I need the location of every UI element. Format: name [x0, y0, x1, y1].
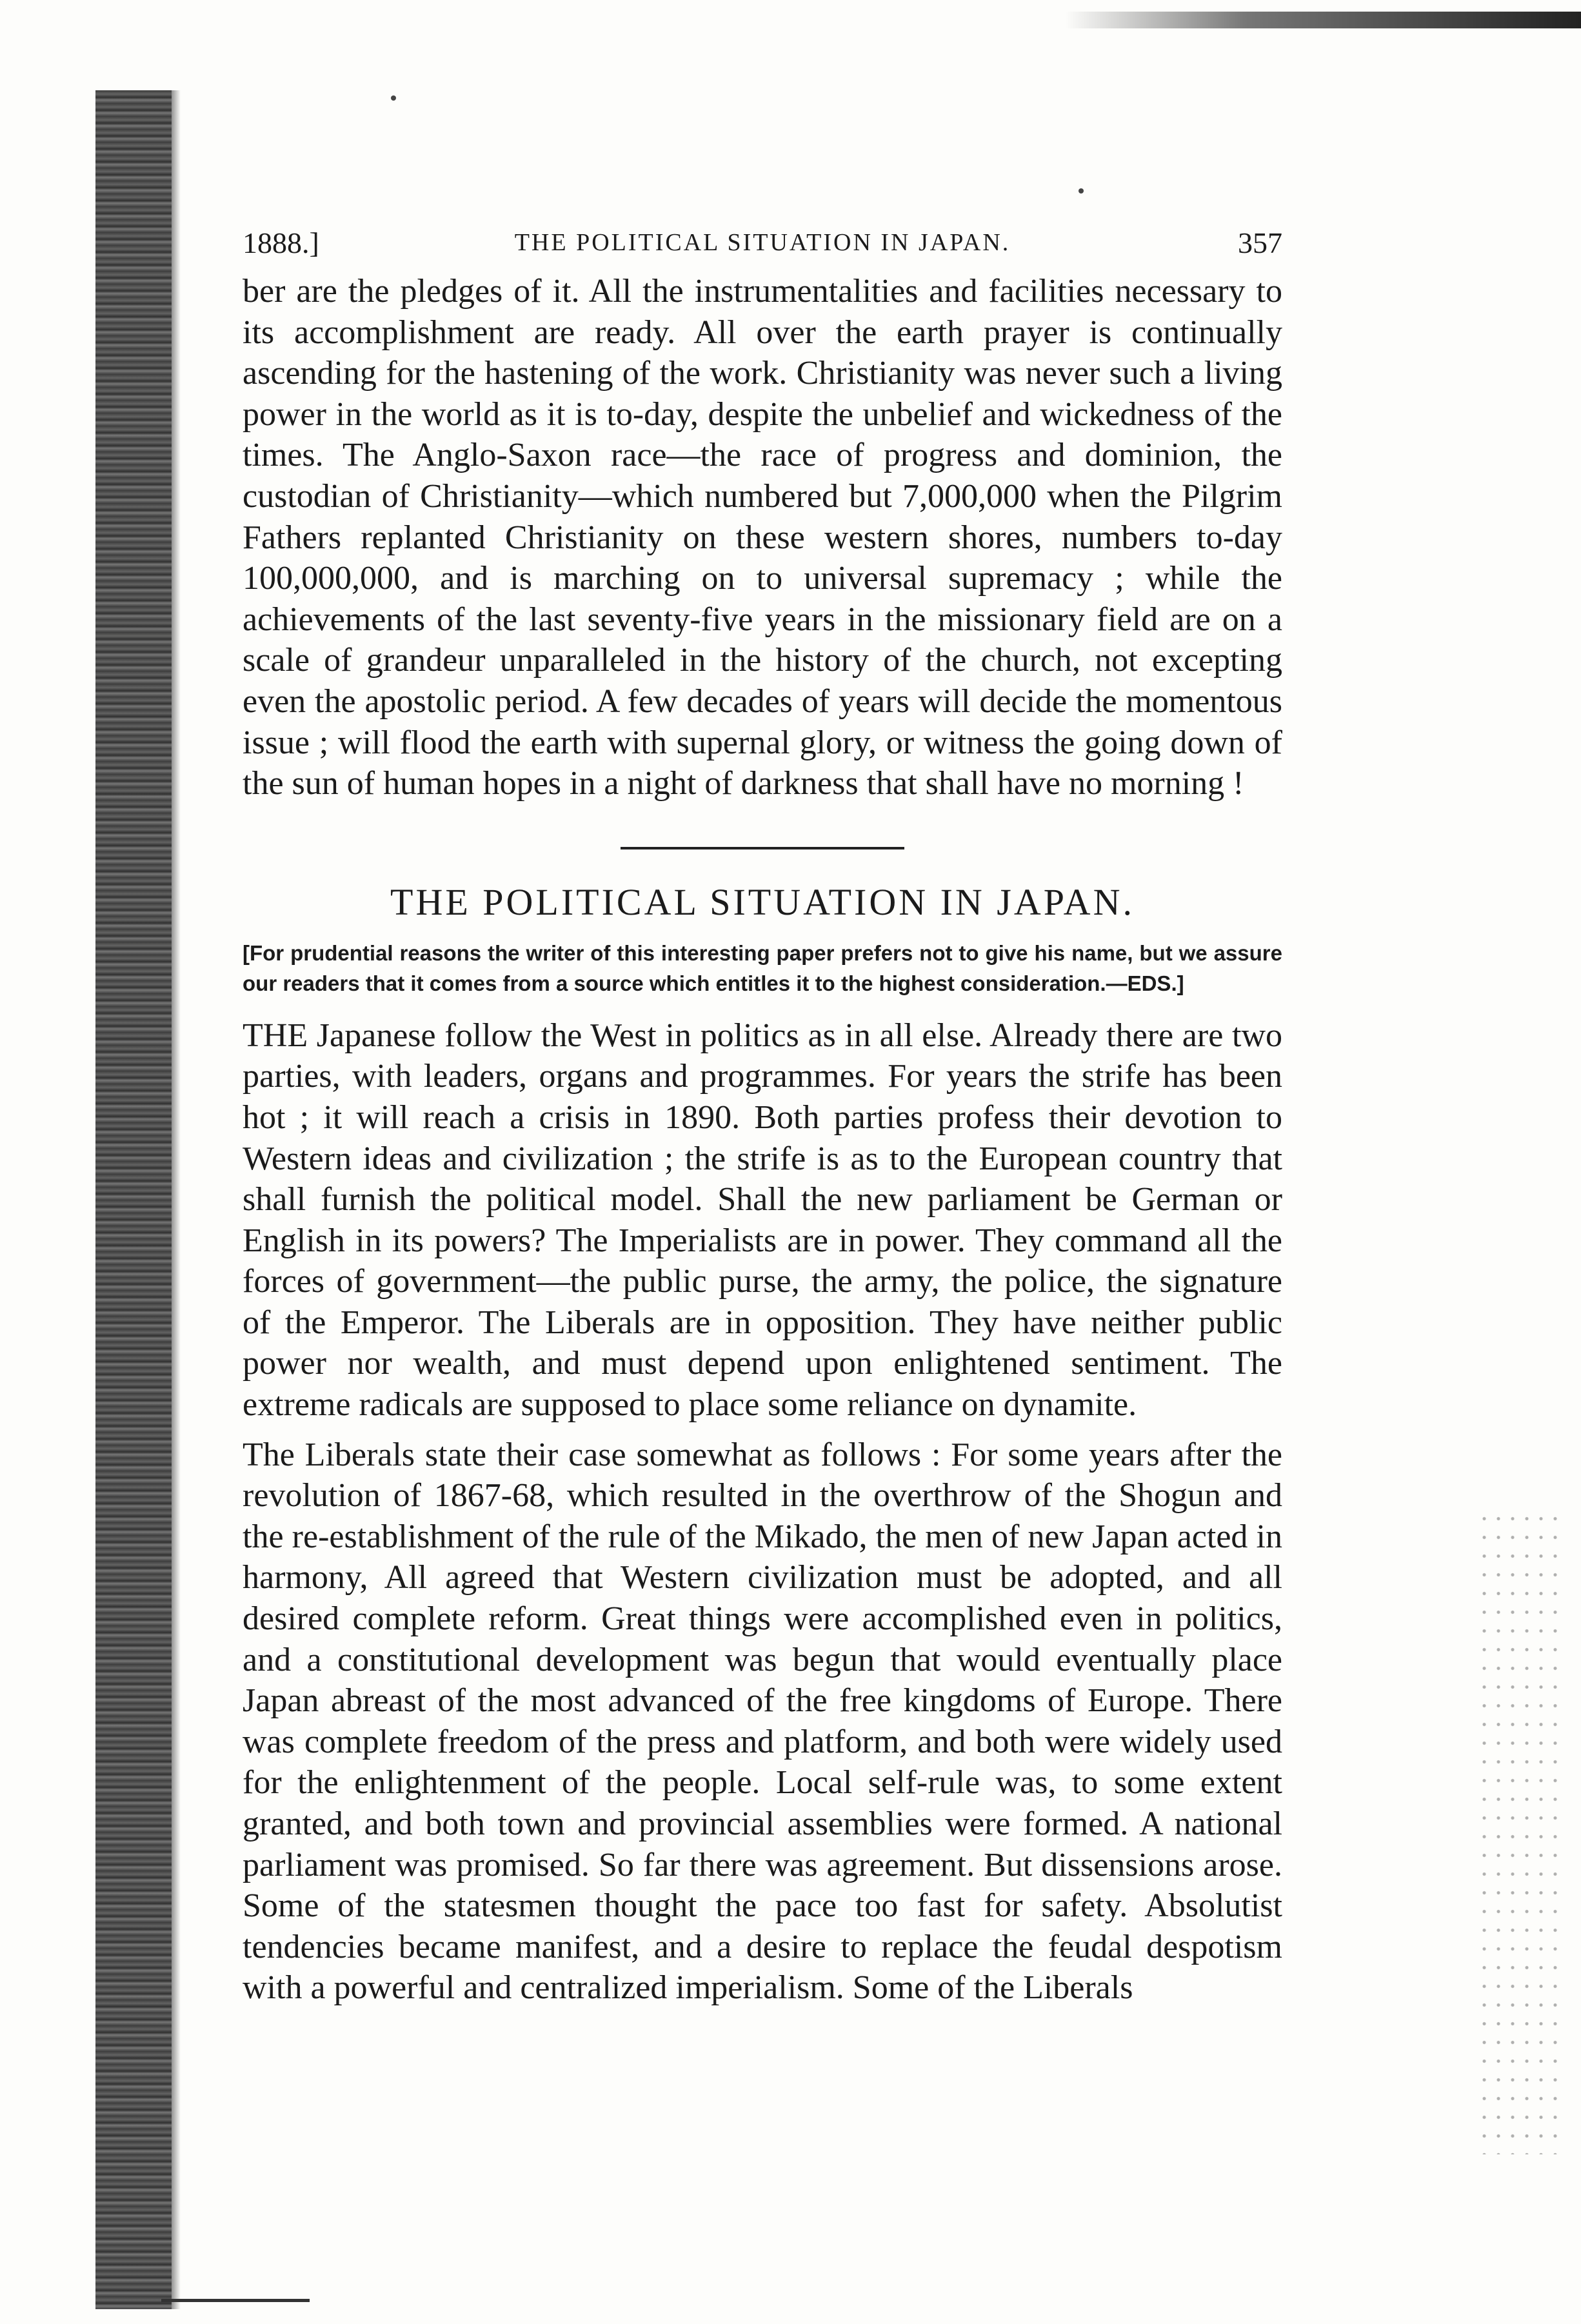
scan-bottom-rule — [161, 2299, 310, 2302]
header-year: 1888.] — [243, 226, 319, 259]
scan-speck — [1079, 188, 1084, 194]
previous-article-paragraph: ber are the pledges of it. All the instrumentalities and facilities necessary to its accomplishment are ready. All over the earth prayer is continually ascending for the hastening of the work. Christianity was never such a living power in the world as it is to-day, despite the unbelief and wickedness of the times. The Anglo-Saxon race—the race of progress and dominion, the custodian of Christianity—which numbered but 7,000,000 when the Pilgrim Fathers replanted Christianity on these western shores, numbers to-day 100,000,000, and is marching on to universal supremacy ; while the achievements of the last seventy-five years in the missionary field are on a scale of grandeur unparalleled in the history of the church, not excepting even the apostolic period. A few decades of years will decide the momentous issue ; will flood the earth with supernal glory, or witness the going down of the sun of human hopes in a night of darkness that shall have no morning ! — [243, 273, 1282, 802]
section-divider — [621, 847, 904, 849]
editor-note: [For prudential reasons the writer of this interesting paper prefers not to give his name, but we assure our readers that it comes from a source which entitles it to the highest consideration.—EDS.] — [243, 940, 1282, 995]
book-spine-shadow — [95, 90, 172, 2309]
article-paragraph-2: The Liberals state their case somewhat as follows : For some years after the revolution of 1867-68, which resulted in the overthrow of the Shogun and the re-establishment of the rule of the Mikado, the men of new Japan acted in harmony, All agreed that Western civilization must be adopted, and all desired complete reform. Great things were accomplished even in politics, and a constitutional development was begun that would eventually place Japan abreast of the most advanced of the free kingdoms of Europe. There was complete freedom of the press and platform, and both were widely used for the enlightenment of the people. Local self-rule was, to some extent granted, and both town and provincial assemblies were formed. A national parliament was promised. So far there was agreement. But dissensions arose. Some of the statesmen thought the pace too fast for safety. Absolutist tendencies became manifest, and a desire to replace the feudal despotism with a powerful and centralized imperialism. Some of the Liberals — [243, 1436, 1282, 2007]
page-number: 357 — [1238, 226, 1282, 259]
lead-word: THE — [243, 1017, 308, 1054]
previous-article-body — [243, 271, 1282, 804]
paragraph-1-text: Japanese follow the West in politics as in all else. Already there are two parties, with leaders, organs and programmes. For years the strife has been hot ; it will reach a crisis in 1890. Both parties profess their devotion to Western ideas and civilization ; the strife is as to the European country that shall furnish the political model. Shall the new parliament be German or English in its powers? The Imperialists are in power. They command all the forces of government—the public purse, the army, the police, the signature of the Emperor. The Liberals are in opposition. They have neither public power nor wealth, and must depend upon enlightened sentiment. The extreme radicals are supposed to place some reliance on dynamite. — [243, 1017, 1282, 1424]
scan-speck — [391, 95, 396, 101]
scan-noise — [1477, 1509, 1567, 2154]
page-content — [243, 219, 1282, 2009]
article-body — [243, 1015, 1282, 2009]
article-paragraph-1 — [243, 1015, 1282, 1425]
spine-edge-shadow — [172, 90, 181, 2309]
header-running-title: THE POLITICAL SITUATION IN JAPAN. — [514, 229, 1011, 256]
scan-top-rule — [1065, 12, 1581, 28]
running-header — [243, 219, 1282, 271]
article-title: THE POLITICAL SITUATION IN JAPAN. — [390, 880, 1135, 923]
